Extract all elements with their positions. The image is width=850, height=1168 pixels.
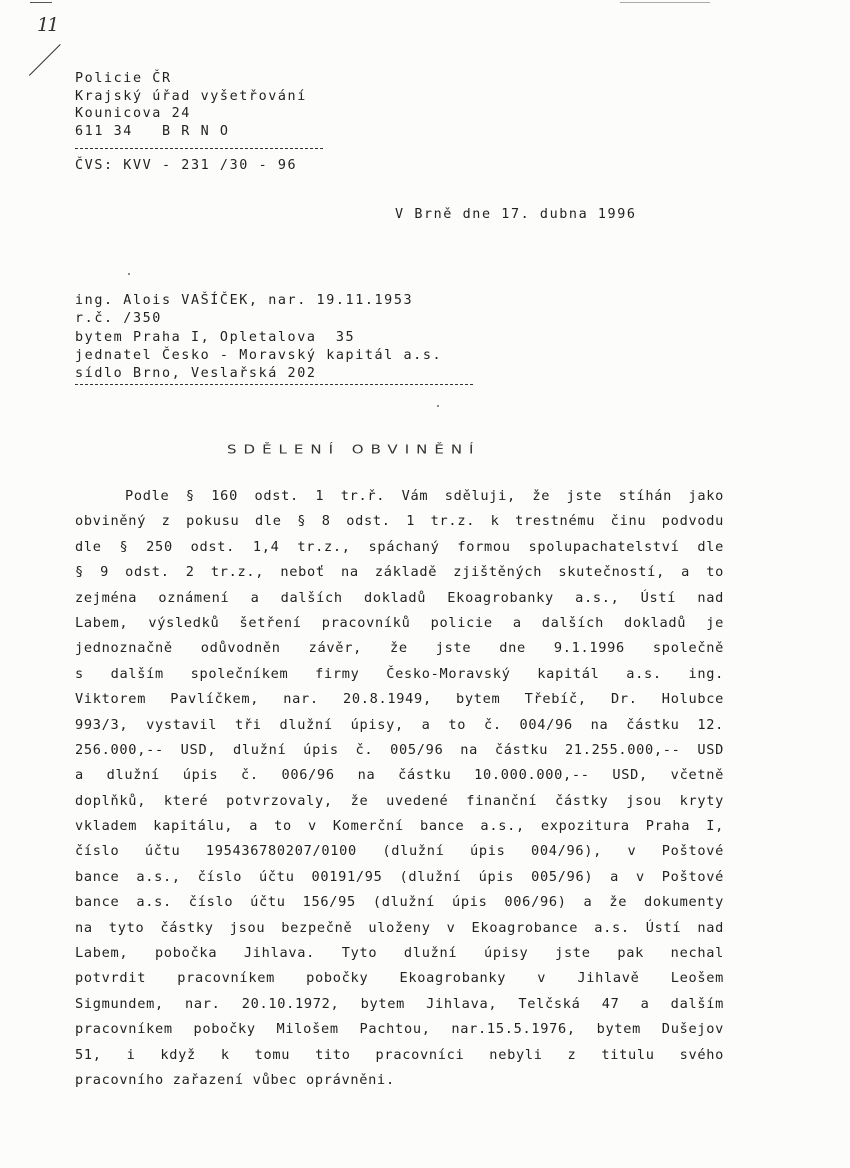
body-line: pracovního zařazení vůbec oprávněni. (75, 1071, 395, 1088)
body-line: pracovníkem pobočky Milošem Pachtou, nar.15.5.1976, bytem Dušejov (75, 1021, 724, 1038)
scan-artifact (30, 2, 52, 3)
body-line: Podle § 160 odst. 1 tr.ř. Vám sděluji, že jste stíhán jako (125, 488, 724, 504)
body-paragraph (75, 484, 724, 1093)
recipient-line: jednatel Česko - Moravský kapitál a.s. (75, 347, 443, 363)
body-line: Labem, výsledků šetření pracovníků policie a dalších dokladů je (75, 614, 724, 631)
body-line: obviněný z pokusu dle § 8 odst. 1 tr.z. k trestnému činu podvodu (75, 513, 724, 530)
body-line: bance a.s. číslo účtu 156/95 (dlužní úpis 006/96) a že dokumenty (75, 894, 724, 911)
body-line: Viktorem Pavlíčkem, nar. 20.8.1949, bytem Třebíč, Dr. Holubce (75, 691, 724, 708)
scan-speck (437, 405, 439, 407)
recipient-line: r.č. /350 (75, 311, 162, 327)
reference-number: ČVS: KVV - 231 /30 - 96 (75, 158, 298, 173)
body-line: vkladem kapitálu, a to v Komerční bance a.s., expozitura Praha I, (75, 818, 724, 835)
pen-slash-mark (29, 44, 61, 76)
handwritten-page-number: 11 (37, 14, 58, 36)
divider (75, 148, 323, 149)
sender-line: 611 34 B R N O (75, 123, 230, 139)
sender-address (75, 70, 307, 140)
body-line: jednoznačně odůvodněn závěr, že jste dne 9.1.1996 společně (75, 640, 724, 657)
scan-artifact (620, 2, 710, 3)
recipient-line: ing. Alois VAŠÍČEK, nar. 19.11.1953 (75, 293, 414, 308)
sender-line: Policie ČR (75, 71, 172, 86)
body-line: 256.000,-- USD, dlužní úpis č. 005/96 na částku 21.255.000,-- USD (75, 741, 724, 758)
body-line: zejména oznámení a dalších dokladů Ekoagrobanky a.s., Ústí nad (75, 589, 724, 606)
body-line: číslo účtu 195436780207/0100 (dlužní úpis 004/96), v Poštové (75, 843, 724, 860)
recipient-line: sídlo Brno, Veslařská 202 (75, 366, 317, 382)
body-line: bance a.s., číslo účtu 00191/95 (dlužní úpis 005/96) a v Poštové (75, 868, 724, 885)
body-line: a dlužní úpis č. 006/96 na částku 10.000.000,-- USD, včetně (75, 767, 724, 784)
body-line: 993/3, vystavil tři dlužní úpisy, a to č. 004/96 na částku 12. (75, 716, 724, 733)
divider (75, 384, 473, 385)
recipient-line: bytem Praha I, Opletalova 35 (75, 329, 356, 345)
body-line: 51, i když k tomu tito pracovníci nebyli z titulu svého (75, 1046, 724, 1063)
scan-speck (128, 273, 130, 275)
sender-line: Kounicova 24 (75, 106, 191, 121)
body-line: § 9 odst. 2 tr.z., neboť na základě zjištěných skutečností, a to (75, 564, 724, 581)
body-line: dle § 250 odst. 1,4 tr.z., spáchaný formou spolupachatelství dle (75, 538, 724, 555)
body-line: Labem, pobočka Jihlava. Tyto dlužní úpisy jste pak nechal (75, 945, 724, 962)
document-title: SDĚLENÍ OBVINĚNÍ (227, 441, 481, 457)
recipient-block (75, 292, 442, 383)
body-line: doplňků, které potvrzovaly, že uvedené finanční částky jsou kryty (75, 792, 724, 809)
body-line: Sigmundem, nar. 20.10.1972, bytem Jihlava, Telčská 47 a dalším (75, 995, 724, 1012)
body-line: na tyto částky jsou bezpečně uloženy v Ekoagrobance a.s. Ústí nad (75, 919, 724, 936)
date-line: V Brně dne 17. dubna 1996 (395, 207, 637, 222)
body-line: potvrdit pracovníkem pobočky Ekoagrobanky v Jihlavě Leošem (75, 970, 724, 987)
sender-line: Krajský úřad vyšetřování (75, 88, 307, 104)
body-line: s dalším společníkem firmy Česko-Moravský kapitál a.s. ing. (75, 665, 724, 682)
